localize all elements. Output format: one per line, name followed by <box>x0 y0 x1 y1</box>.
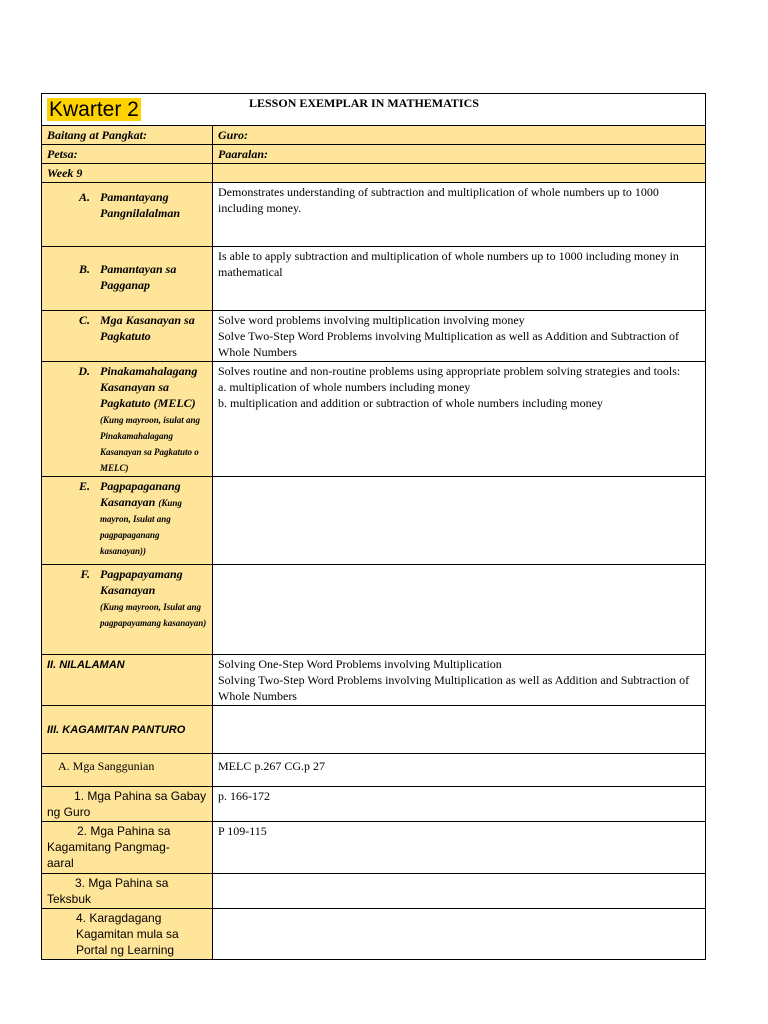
objective-f-label: Pagpapayamang Kasanayan <box>100 567 183 597</box>
objective-a-content: Demonstrates understanding of subtraction and multiplication of whole numbers up to 1000 including money. <box>213 183 706 247</box>
grade-teacher-row <box>42 126 706 145</box>
references-value: MELC p.267 CG.p 27 <box>213 754 706 787</box>
textbook-pages-label: 3. Mga Pahina sa Teksbuk <box>47 876 169 906</box>
date-label: Petsa: <box>42 145 213 164</box>
school-label: Paaralan: <box>213 145 706 164</box>
materials-label: III. KAGAMITAN PANTURO <box>47 724 186 736</box>
objective-b-row: B. Pamantayan sa Pagganap Is able to apply subtraction and multiplication of whole numbers up to 1000 including money in mathematical <box>42 247 706 311</box>
objective-c-label: Mga Kasanayan sa Pagkatuto <box>100 313 195 343</box>
learner-pages-label: 2. Mga Pahina sa Kagamitang Pangmag-aaral <box>47 824 171 870</box>
references-label: A. Mga Sanggunian <box>58 759 155 773</box>
header-row <box>42 94 706 126</box>
grade-label: Baitang at Pangkat: <box>42 126 213 145</box>
objective-e-content <box>213 477 706 565</box>
objective-f-content <box>213 565 706 655</box>
learner-pages-row <box>42 822 706 874</box>
textbook-pages-row <box>42 874 706 909</box>
objective-b-content: Is able to apply subtraction and multiplication of whole numbers up to 1000 including money in mathematical <box>213 247 706 311</box>
lesson-exemplar-table <box>41 93 706 960</box>
date-school-row <box>42 145 706 164</box>
objective-c-row: C. Mga Kasanayan sa Pagkatuto Solve word problems involving multiplication involving money Solve Two-Step Word Problems involving Multiplication as well as Addition and Subtraction of Whole Numbers <box>42 311 706 362</box>
objective-a-label: Pamantayang Pangnilalalman <box>100 190 181 220</box>
references-row <box>42 754 706 787</box>
objective-a-row: A. Pamantayang Pangnilalalman Demonstrates understanding of subtraction and multiplication of whole numbers up to 1000 including money. <box>42 183 706 247</box>
week-label: Week 9 <box>42 164 213 183</box>
portal-row <box>42 909 706 960</box>
objective-e-label: Pagpapaganang Kasanayan <box>100 479 181 509</box>
materials-row <box>42 706 706 754</box>
quarter-label: Kwarter 2 <box>49 98 139 121</box>
guide-pages-label: 1. Mga Pahina sa Gabay ng Guro <box>47 789 207 819</box>
content-label: II. NILALAMAN <box>47 659 125 671</box>
learner-pages-value: P 109-115 <box>213 822 706 874</box>
objective-d-content: Solves routine and non-routine problems using appropriate problem solving strategies and tools: a. multiplication of whole numbers including money b. multiplication and addition or subtraction of whole numbers including money <box>213 362 706 477</box>
objective-e-note: mayron, Isulat ang pagpapaganang kasanayan)) <box>100 514 171 556</box>
guide-pages-value: p. 166-172 <box>213 787 706 822</box>
week-row <box>42 164 706 183</box>
content-text: Solving One-Step Word Problems involving Multiplication Solving Two-Step Word Problems involving Multiplication as well as Addition and Subtraction of Whole Numbers <box>213 655 706 706</box>
objective-e-row: E. Pagpapaganang Kasanayan (Kung mayron, Isulat ang pagpapaganang kasanayan)) <box>42 477 706 565</box>
content-row <box>42 655 706 706</box>
objective-f-row: F. Pagpapayamang Kasanayan (Kung mayroon, Isulat ang pagpapayamang kasanayan) <box>42 565 706 655</box>
portal-label: 4. Karagdagang Kagamitan mula sa Portal ng Learning <box>76 911 179 957</box>
objective-c-content: Solve word problems involving multiplication involving money Solve Two-Step Word Problems involving Multiplication as well as Addition and Subtraction of Whole Numbers <box>213 311 706 362</box>
teacher-label: Guro: <box>213 126 706 145</box>
objective-d-note: (Kung mayroon, isulat ang Pinakamahalagang Kasanayan sa Pagkatuto o MELC) <box>100 415 201 473</box>
objective-b-label: Pamantayan sa Pagganap <box>100 262 177 292</box>
objective-d-row: D. Pinakamahalagang Kasanayan sa Pagkatuto (MELC) (Kung mayroon, isulat ang Pinakamahalagang Kasanayan sa Pagkatuto o MELC) Solves routine and non-routine problems using appropriate problem solving strategies and tools: a. multiplication of whole numbers including money b. multiplication and addition or subtraction of whole numbers including money <box>42 362 706 477</box>
objective-d-label: Pinakamahalagang Kasanayan sa Pagkatuto (MELC) <box>100 364 198 410</box>
document-title: LESSON EXEMPLAR IN MATHEMATICS <box>249 96 479 110</box>
guide-pages-row <box>42 787 706 822</box>
objective-f-note: (Kung mayroon, Isulat ang pagpapayamang kasanayan) <box>100 602 207 628</box>
